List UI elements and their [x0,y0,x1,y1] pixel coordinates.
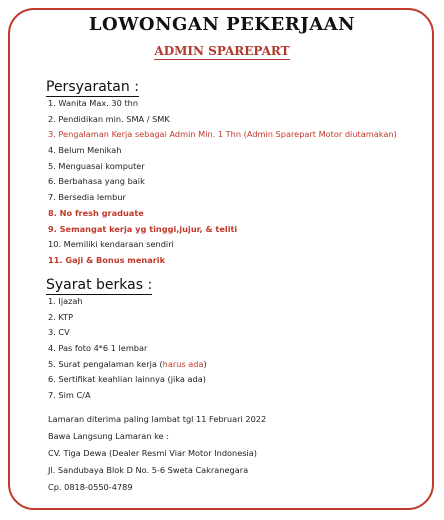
job-position-text: ADMIN SPAREPART [154,44,290,58]
document-item: 7. Sim C/A [48,390,91,401]
delivery-instruction: Bawa Langsung Lamaran ke : [48,431,169,441]
poster-title: LOWONGAN PEKERJAAN [88,14,356,35]
requirements-list [48,96,397,269]
documents-heading-text: Syarat berkas : [46,277,153,293]
requirements-heading [46,79,139,95]
documents-list [48,294,207,404]
requirement-item: 11. Gaji & Bonus menarik [48,254,166,265]
documents-heading [46,277,152,293]
requirement-item: 4. Belum Menikah [48,145,122,156]
application-deadline: Lamaran diterima paling lambat tgl 11 Februari 2022 [48,414,267,424]
document-item: 2. KTP [48,311,74,322]
document-item-5-text: 5. Surat pengalaman kerja ( [48,358,163,369]
document-item [48,357,207,373]
job-position [0,44,444,58]
requirement-item: 3. Pengalaman Kerja sebagai Admin Min. 1 Thn (Admin Sparepart Motor diutamakan) [48,129,397,140]
requirements-heading-text: Persyaratan : [46,79,139,95]
requirement-item: 7. Bersedia lembur [48,192,126,203]
contact-info [48,411,266,496]
requirement-item: 9. Semangat kerja yg tinggi,jujur, & teliti [48,223,238,234]
document-item: 4. Pas foto 4*6 1 lembar [48,343,148,354]
document-item: 1. Ijazah [48,296,83,306]
document-item-5-suffix: ) [203,358,207,369]
requirement-item: 2. Pendidikan min. SMA / SMK [48,113,170,124]
contact-phone: Cp. 0818-0550-4789 [48,482,133,492]
document-item-5-highlight: harus ada [162,358,204,369]
requirement-item: 6. Berbahasa yang baik [48,176,145,187]
requirement-item: 5. Menguasai komputer [48,160,145,171]
company-address: Jl. Sandubaya Blok D No. 5-6 Sweta Cakranegara [48,465,249,475]
requirement-item: 8. No fresh graduate [48,207,144,218]
requirement-item: 10. Memiliki kendaraan sendiri [48,239,174,250]
document-item: 6. Sertifikat keahlian lainnya (jika ada) [48,374,206,385]
requirement-item: 1. Wanita Max. 30 thn [48,98,139,108]
company-name: CV. Tiga Dewa (Dealer Resmi Viar Motor Indonesia) [48,448,258,458]
document-item: 3. CV [48,327,70,338]
